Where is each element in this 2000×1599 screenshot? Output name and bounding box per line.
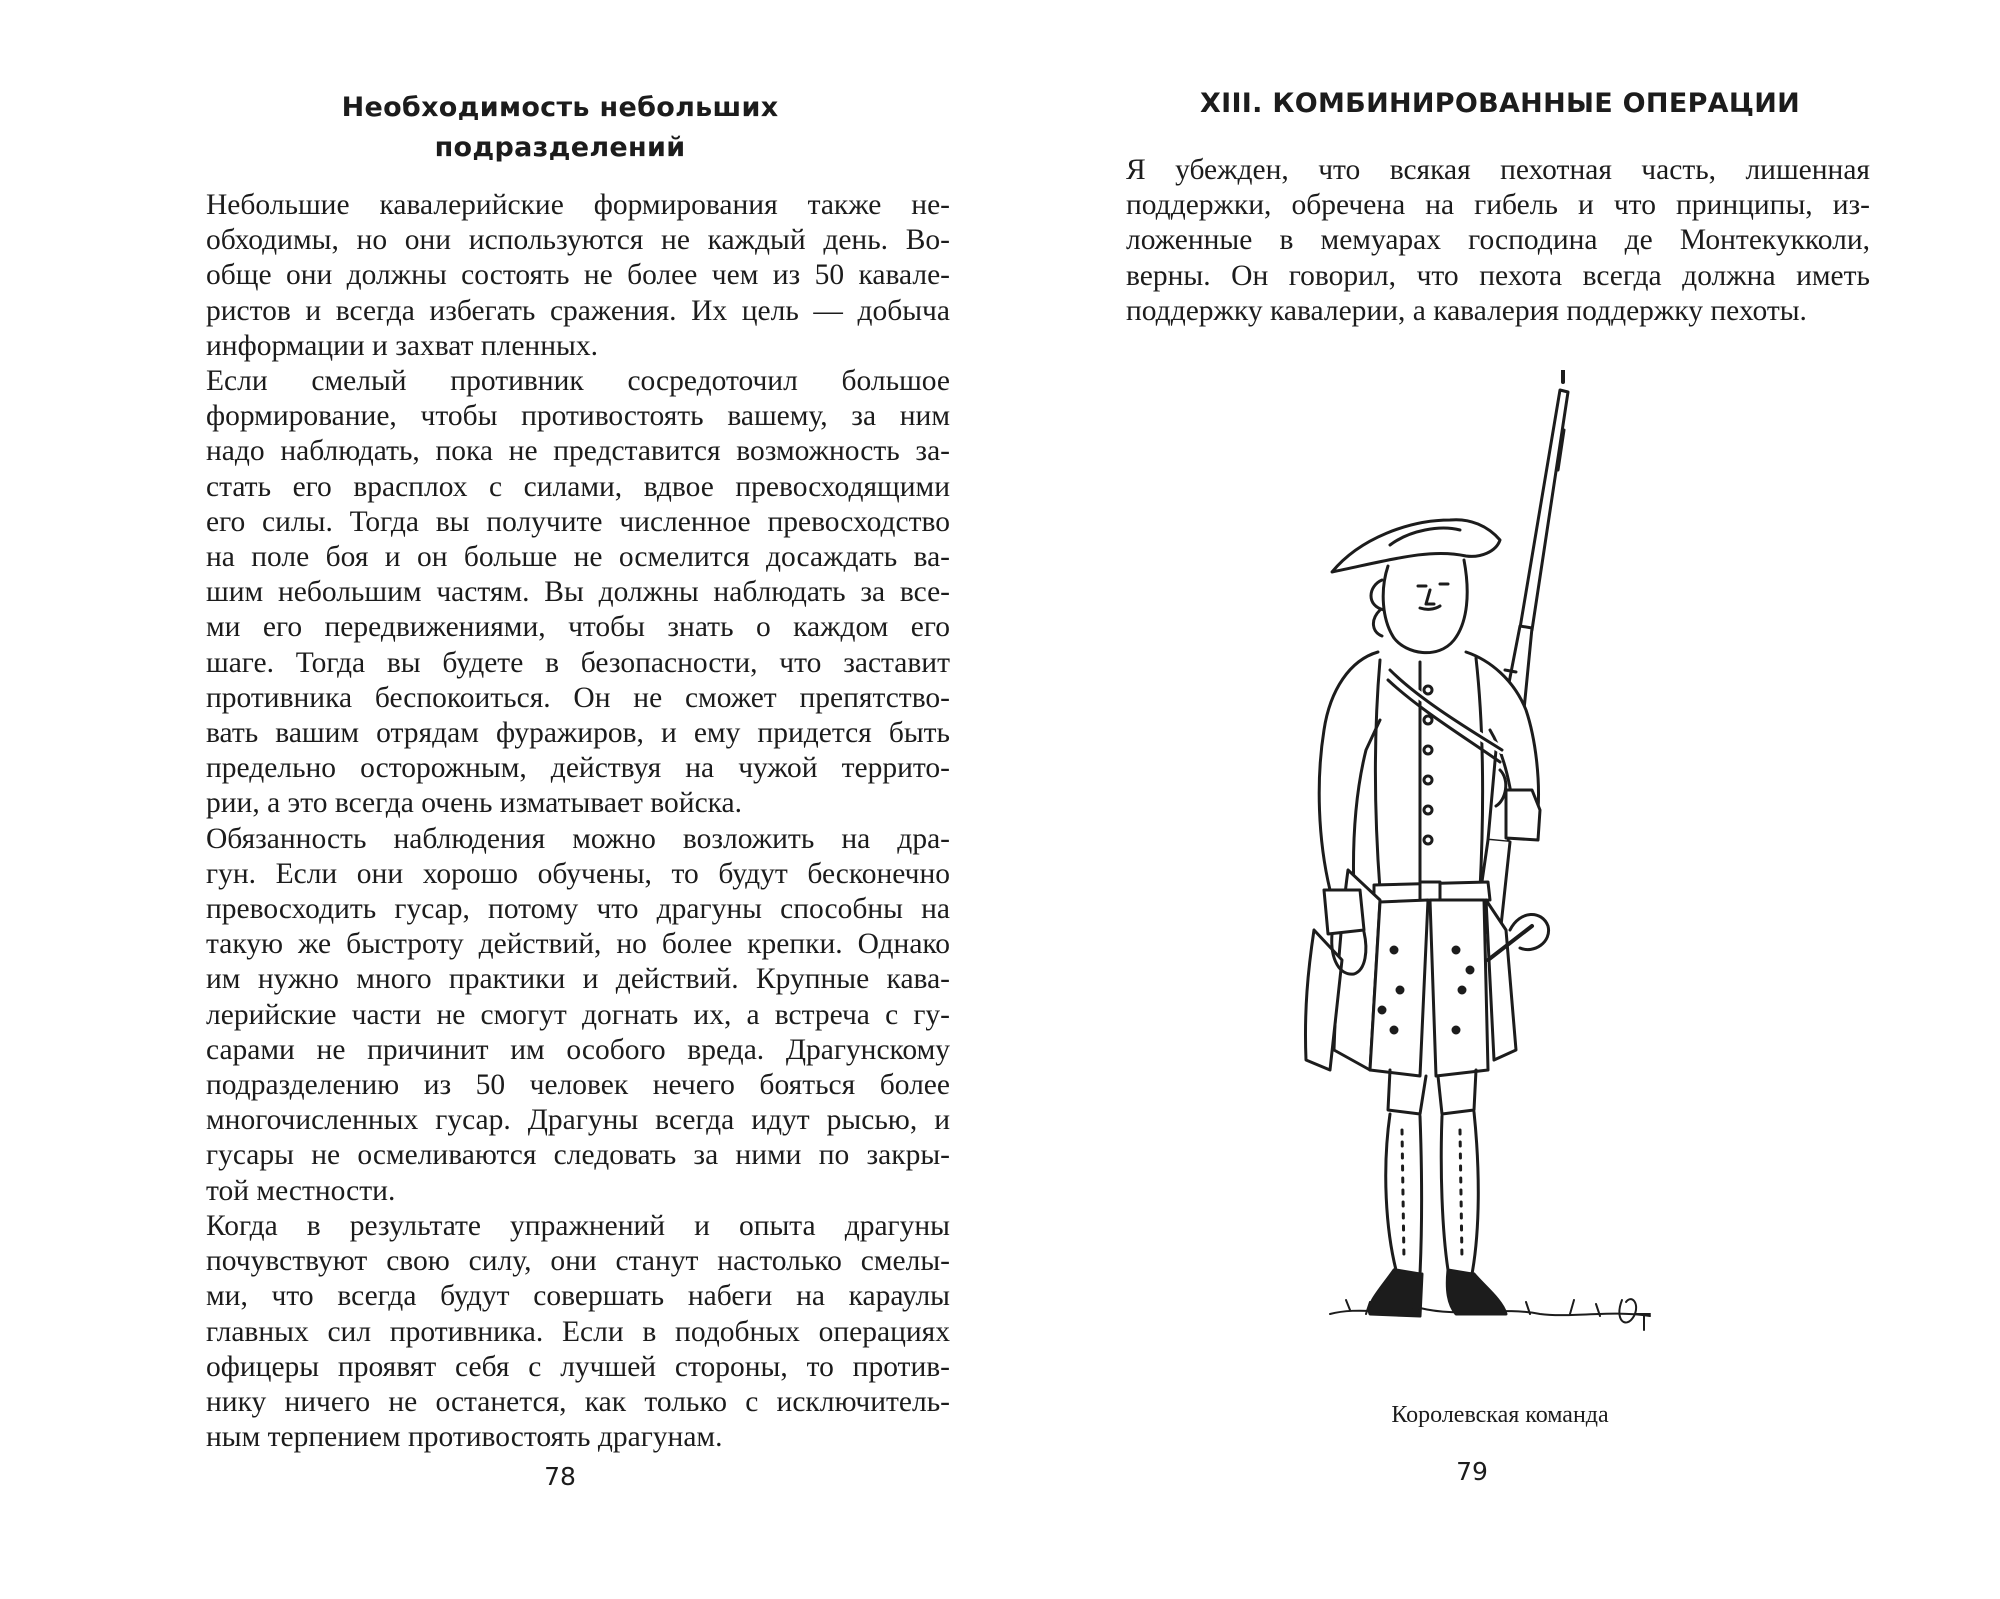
text-line: формирование, чтобы противостоять вашему, за ним [206, 400, 950, 433]
left-page-body [170, 188, 950, 1455]
text-line: лерийские части не смогут догнать их, а встреча с гу- [206, 998, 950, 1031]
paragraph [170, 822, 950, 1209]
page-number: 78 [544, 1462, 576, 1491]
text-line: шаге. Тогда вы будете в безопасности, что заставит [206, 646, 950, 679]
text-line: офицеры проявят себя с лучшей стороны, то против- [206, 1350, 950, 1383]
heading-line: Необходимость небольших [341, 92, 779, 123]
text-line: ми его передвижениями, чтобы знать о каждом его [206, 611, 950, 644]
text-line: обходимы, но они используются не каждый день. Во- [206, 224, 950, 257]
text-line: рии, а это всегда очень изматывает войска. [206, 787, 743, 820]
text-line: поддержки, обречена на гибель и что принципы, из- [1126, 189, 1870, 222]
text-line: подразделению из 50 человек нечего бояться более [206, 1069, 950, 1102]
left-page-heading [210, 88, 910, 168]
text-line: ным терпением противостоять драгунам. [206, 1421, 723, 1454]
soldier-illustration [1270, 370, 1710, 1370]
text-line: информации и захват пленных. [206, 329, 598, 362]
text-line: гусары не осмеливаются следовать за ними по закры- [206, 1139, 950, 1172]
chapter-heading: XIII. КОМБИНИРОВАННЫЕ ОПЕРАЦИИ [1199, 88, 1801, 119]
text-line: главных сил противника. Если в подобных операциях [206, 1315, 950, 1348]
text-line: Когда в результате упражнений и опыта драгуны [206, 1209, 950, 1242]
text-line: предельно осторожным, действуя на чужой террито- [206, 752, 950, 785]
text-line: ристов и всегда избегать сражения. Их цель — добыча [206, 294, 950, 327]
text-line: Небольшие кавалерийские формирования также не- [206, 189, 950, 221]
text-line: шим небольшим частям. Вы должны наблюдать за все- [206, 576, 950, 609]
text-line: превосходить гусар, потому что драгуны способны на [206, 893, 950, 926]
text-line: обще они должны состоять не более чем из 50 кавале- [206, 259, 950, 292]
shoes [1369, 1270, 1506, 1316]
head [1371, 560, 1467, 653]
paragraph [1090, 153, 1870, 329]
text-line: им нужно много практики и действий. Крупные кава- [206, 963, 950, 996]
page-number: 79 [1456, 1457, 1488, 1486]
text-line: противника беспокоиться. Он не сможет препятство- [206, 681, 950, 714]
text-line: гун. Если они хорошо обучены, то будут бесконечно [206, 857, 950, 890]
paragraph [170, 188, 950, 364]
tricorn-hat [1332, 520, 1500, 572]
paragraph [170, 364, 950, 822]
text-line: ложенные в мемуарах господина де Монтекукколи, [1126, 224, 1870, 257]
text-line: почувствуют свою силу, они станут настолько смелы- [206, 1245, 950, 1278]
text-line: такую же быстроту действий, но более крепки. Однако [206, 928, 950, 961]
text-line: Если смелый противник сосредоточил большое [206, 365, 950, 398]
musket [1475, 370, 1568, 935]
text-line: верны. Он говорил, что пехота всегда должна иметь [1126, 259, 1870, 292]
heading-line: подразделений [434, 132, 686, 163]
text-line: нику ничего не останется, как только с исключитель- [206, 1385, 950, 1418]
legs [1386, 1070, 1479, 1274]
right-page-body [1090, 153, 1870, 329]
text-line: его силы. Тогда вы получите численное превосходство [206, 505, 950, 538]
text-line: вать вашим отрядам фуражиров, и ему придется быть [206, 717, 950, 750]
text-line: Обязанность наблюдения можно возложить на дра- [206, 822, 950, 855]
text-line: надо наблюдать, пока не представится возможность за- [206, 435, 950, 468]
right-page [1000, 0, 2000, 1599]
text-line: на поле боя и он больше не осмелится досаждать ва- [206, 541, 950, 574]
text-line: многочисленных гусар. Драгуны всегда идут рысью, и [206, 1104, 950, 1137]
text-line: стать его врасплох с силами, вдвое превосходящими [206, 470, 950, 503]
text-line: ми, что всегда будут совершать набеги на караулы [206, 1280, 950, 1313]
figure-caption: Королевская команда [1391, 1402, 1609, 1428]
text-line: сарами не причинит им особого вреда. Драгунскому [206, 1033, 950, 1066]
soldier-drawing [1270, 370, 1710, 1370]
text-line: поддержку кавалерии, а кавалерия поддержку пехоты. [1126, 294, 1807, 327]
text-line: той местности. [206, 1174, 396, 1207]
text-line: Я убежден, что всякая пехотная часть, лишенная [1126, 154, 1870, 186]
paragraph [170, 1209, 950, 1455]
